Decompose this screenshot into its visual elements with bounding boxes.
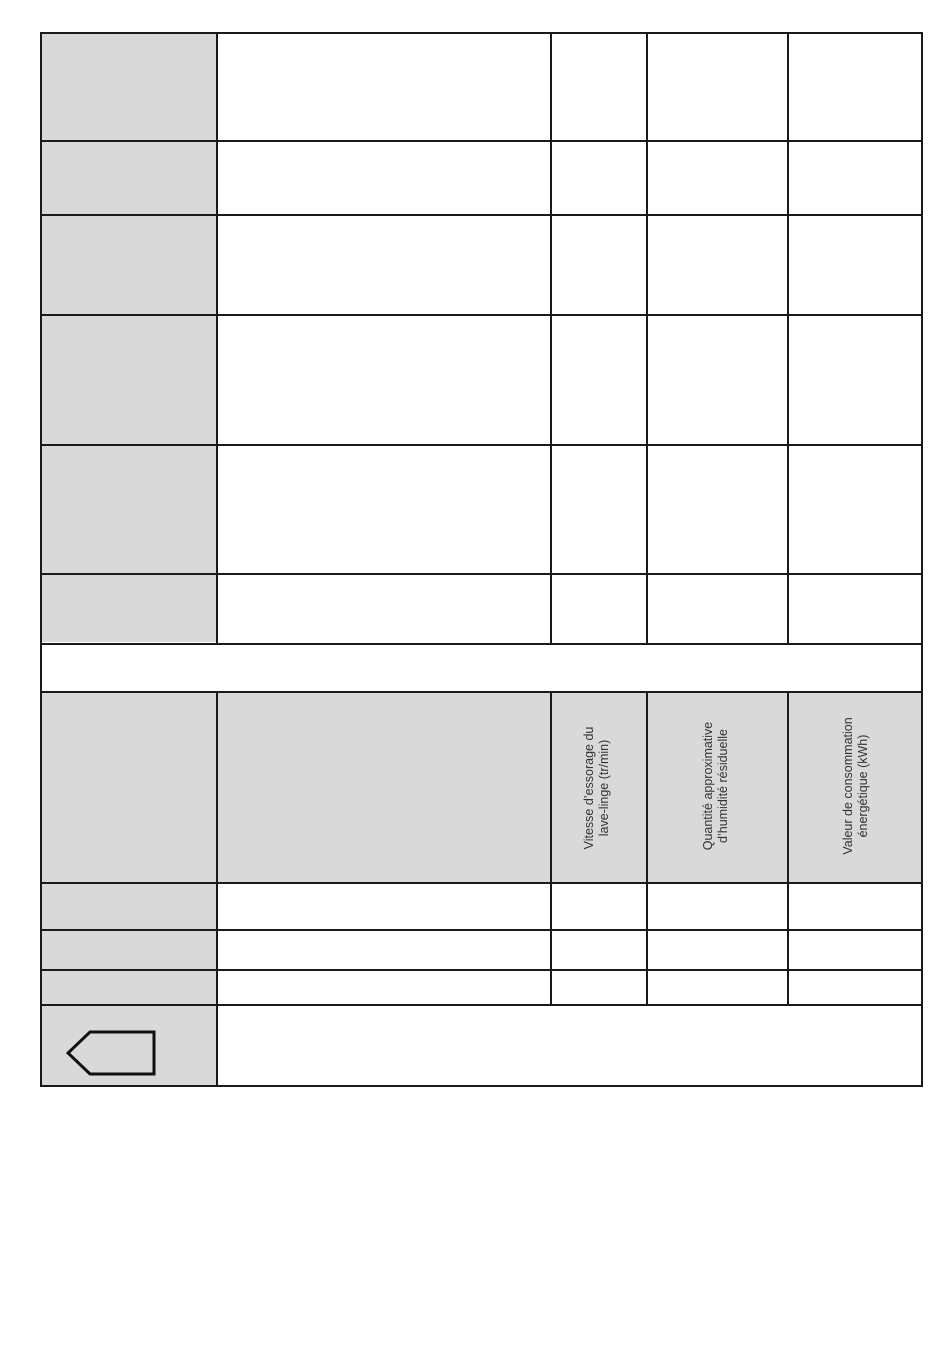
- header-energy-line1: Valeur de consommation: [841, 717, 855, 855]
- header-residual-moisture-line2: d’humidité résiduelle: [716, 729, 730, 843]
- header-energy: [841, 696, 871, 876]
- header-spin-speed-line1: Vitesse d’essorage du: [582, 726, 596, 850]
- table-header-row: [41, 692, 922, 882]
- header-spin-speed-line2: lave-linge (tr/min): [597, 739, 611, 837]
- header-residual-moisture-line1: Quantité approximative: [701, 721, 715, 851]
- header-spin-speed: [582, 698, 612, 878]
- header-energy-line2: énergétique (kWh): [856, 734, 870, 838]
- tag-outline-icon: [66, 1030, 156, 1076]
- header-residual-moisture: [701, 696, 731, 876]
- row-label-cell: [41, 34, 217, 642]
